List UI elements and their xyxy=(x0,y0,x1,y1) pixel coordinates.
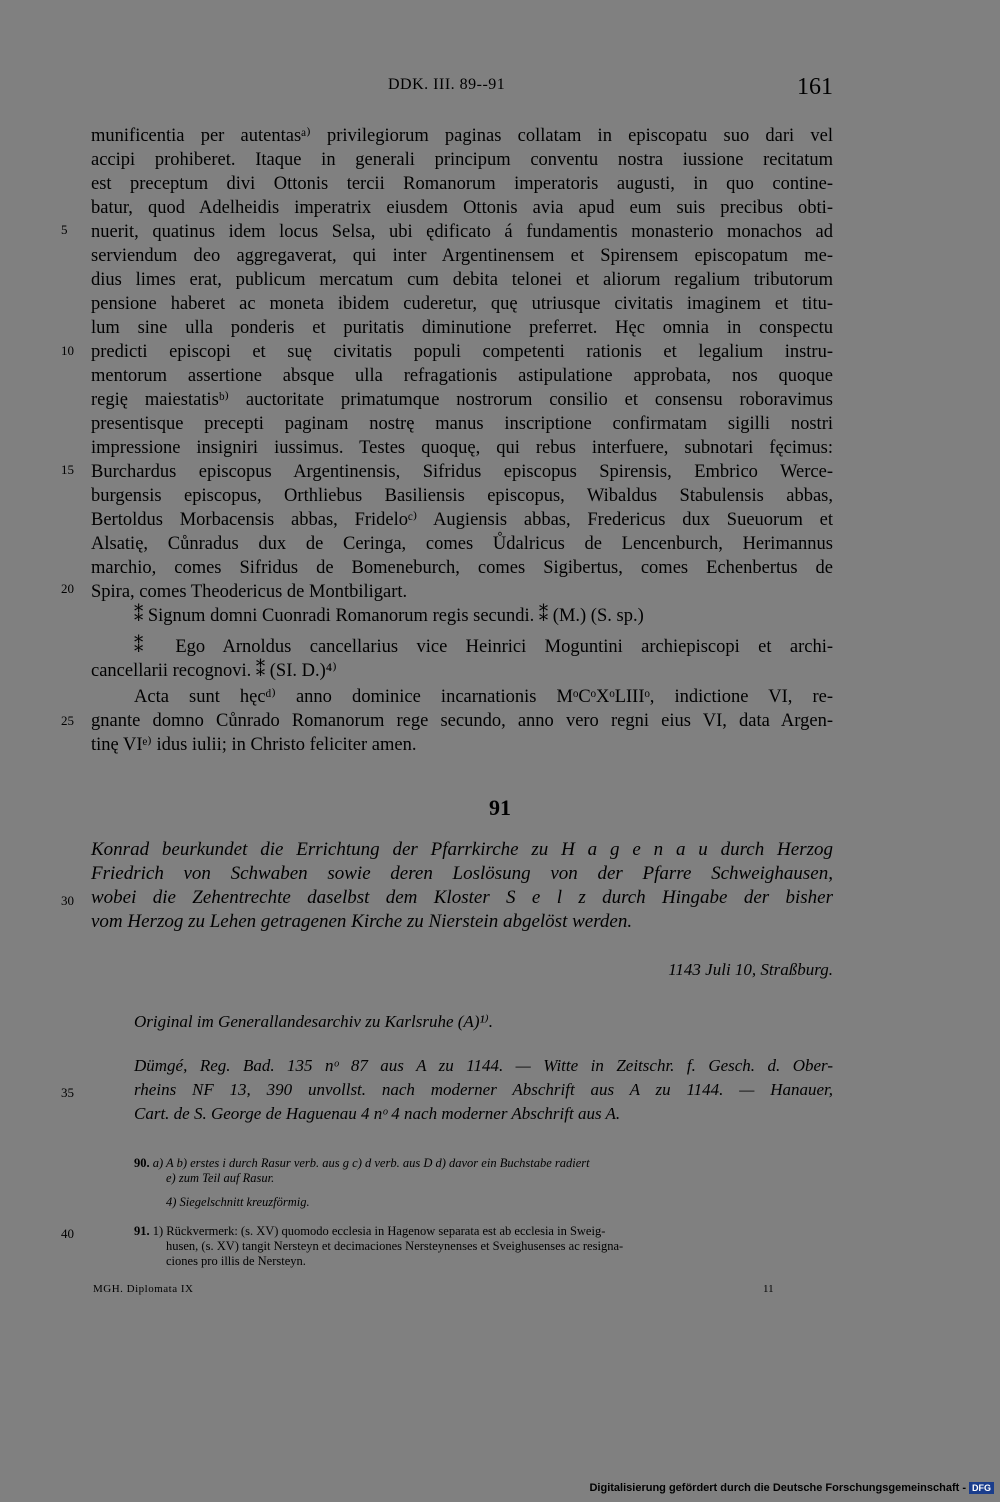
footer-signature: 11 xyxy=(763,1283,774,1295)
text-line: Burchardus episcopus Argentinensis, Sifridus episcopus Spirensis, Embrico Werce- xyxy=(91,462,833,482)
text-line: batur, quod Adelheidis imperatrix eiusdem Ottonis avia apud eum suis precibus obti- xyxy=(91,198,833,218)
literature-line: Dümgé, Reg. Bad. 135 nᵒ 87 aus A zu 1144. — Witte in Zeitschr. f. Gesch. d. Ober- xyxy=(134,1056,833,1075)
original-note: Original im Generallandesarchiv zu Karlsruhe (A)¹⁾. xyxy=(134,1012,494,1031)
dfg-credit-text: Digitalisierung gefördert durch die Deutsche Forschungsgemeinschaft - xyxy=(589,1482,966,1494)
acta-line: tinę VIᵉ⁾ idus iulii; in Christo feliciter amen. xyxy=(91,735,417,755)
text-line: Alsatię, Cůnradus dux de Ceringa, comes Ůdalricus de Lencenburch, Herimannus xyxy=(91,534,833,554)
regest-line: Konrad beurkundet die Errichtung der Pfarrkirche zu H a g e n a u durch Herzog xyxy=(91,839,833,860)
text-line: mentorum assertione absque ulla refragationis astipulatione approbata, nos quoque xyxy=(91,366,833,386)
literature-line: rheins NF 13, 390 unvollst. nach moderner Abschrift aus A zu 1144. — Hanauer, xyxy=(134,1080,833,1099)
footnote-text: e) zum Teil auf Rasur. xyxy=(166,1171,275,1185)
recognition-line: cancellarii recognovi. ⁑ (SI. D.)⁴⁾ xyxy=(91,661,337,681)
footnote-text: 4) Siegelschnitt kreuzförmig. xyxy=(166,1195,310,1209)
acta-line: gnante domno Cůnrado Romanorum rege secundo, anno vero regni eius VI, data Argen- xyxy=(91,711,833,731)
text-line: est preceptum divi Ottonis tercii Romanorum imperatoris augusti, in quo contine- xyxy=(91,174,833,194)
line-number: 10 xyxy=(61,343,74,358)
regest-line: wobei die Zehentrechte daselbst dem Kloster S e l z durch Hingabe der bisher xyxy=(91,887,833,908)
line-number: 15 xyxy=(61,462,74,477)
footnote-text: ciones pro illis de Nersteyn. xyxy=(166,1254,306,1268)
footnote-label: 90. xyxy=(134,1156,150,1170)
line-number: 40 xyxy=(61,1226,74,1241)
text-line: burgensis episcopus, Orthliebus Basiliensis episcopus, Wibaldus Stabulensis abbas, xyxy=(91,486,833,506)
literature-line: Cart. de S. George de Haguenau 4 nᵒ 4 nach moderner Abschrift aus A. xyxy=(134,1104,621,1123)
text-line: regię maiestatisᵇ⁾ auctoritate primatumque nostrorum consilio et consensu roboravimus xyxy=(91,390,833,410)
text-line: Spira, comes Theodericus de Montbiligart. xyxy=(91,582,408,602)
text-line: impressione insigniri iussimus. Testes quoquę, qui rebus interfuere, subnotari fęcimus: xyxy=(91,438,833,458)
line-number: 20 xyxy=(61,581,74,596)
dfg-logo: DFG xyxy=(969,1482,994,1494)
text-line: pensione haberet ac moneta ibidem cuderetur, quę utriusque civitatis imaginem et titu- xyxy=(91,294,833,314)
acta-line: Acta sunt hęcᵈ⁾ anno dominice incarnationis MᵒCᵒXᵒLIIIᵒ, indictione VI, re- xyxy=(134,687,833,707)
text-line: presentisque precepti paginam nostrę manus inscriptione confirmatam sigilli nostri xyxy=(91,414,833,434)
footnote-text: a) A b) erstes i durch Rasur verb. aus g c) d verb. aus D d) davor ein Buchstabe radiert xyxy=(152,1156,590,1170)
text-line: predicti episcopi et suę civitatis populi competenti rationis et legalium instru- xyxy=(91,342,833,362)
footnote-label: 91. xyxy=(134,1224,150,1238)
footnote-text: husen, (s. XV) tangit Nersteyn et decimaciones Nersteynenses et Sveighusenses ac resigna- xyxy=(166,1239,624,1253)
line-number: 25 xyxy=(61,713,74,728)
signum-line: ⁑ Signum domni Cuonradi Romanorum regis secundi. ⁑ (M.) (S. sp.) xyxy=(134,606,644,626)
regest-line: vom Herzog zu Lehen getragenen Kirche zu Nierstein abgelöst werden. xyxy=(91,911,633,932)
dfg-credit[interactable] xyxy=(589,1482,994,1494)
running-header: DDK. III. 89--91 xyxy=(388,76,506,93)
line-number: 30 xyxy=(61,893,74,908)
text-line: dius limes erat, publicum mercatum cum debita telonei et aliorum regalium tributorum xyxy=(91,270,833,290)
page-number: 161 xyxy=(797,74,833,100)
dateline: 1143 Juli 10, Straßburg. xyxy=(668,960,833,979)
document-number: 91 xyxy=(489,795,511,820)
regest-line: Friedrich von Schwaben sowie deren Loslösung von der Pfarre Schweighausen, xyxy=(91,863,833,884)
text-line: munificentia per autentasᵃ⁾ privilegiorum paginas collatam in episcopatu suo dari vel xyxy=(91,126,833,146)
recognition-line: ⁑ Ego Arnoldus cancellarius vice Heinrici Moguntini archiepiscopi et archi- xyxy=(134,637,833,657)
line-number: 35 xyxy=(61,1085,74,1100)
footnote-91 xyxy=(134,1224,833,1239)
line-number: 5 xyxy=(61,222,68,237)
text-line: Bertoldus Morbacensis abbas, Frideloᶜ⁾ Augiensis abbas, Fredericus dux Sueuorum et xyxy=(91,510,833,530)
text-line: marchio, comes Sifridus de Bomeneburch, comes Sigibertus, comes Echenbertus de xyxy=(91,558,833,578)
text-line: nuerit, quatinus idem locus Selsa, ubi ędificato á fundamentis monasterio monachos ad xyxy=(91,222,833,242)
text-line: lum sine ulla ponderis et puritatis diminutione preferret. Hęc omnia in conspectu xyxy=(91,318,833,338)
text-line: accipi prohiberet. Itaque in generali principum conventu nostra iussione recitatum xyxy=(91,150,833,170)
footnote-90 xyxy=(134,1156,833,1171)
footnote-text: 1) Rückvermerk: (s. XV) quomodo ecclesia in Hagenow separata est ab ecclesia in Sweig- xyxy=(152,1224,606,1238)
footer-series: MGH. Diplomata IX xyxy=(93,1283,194,1295)
text-line: serviendum deo aggregaverat, qui inter Argentinensem et Spirensem episcopatum me- xyxy=(91,246,833,266)
